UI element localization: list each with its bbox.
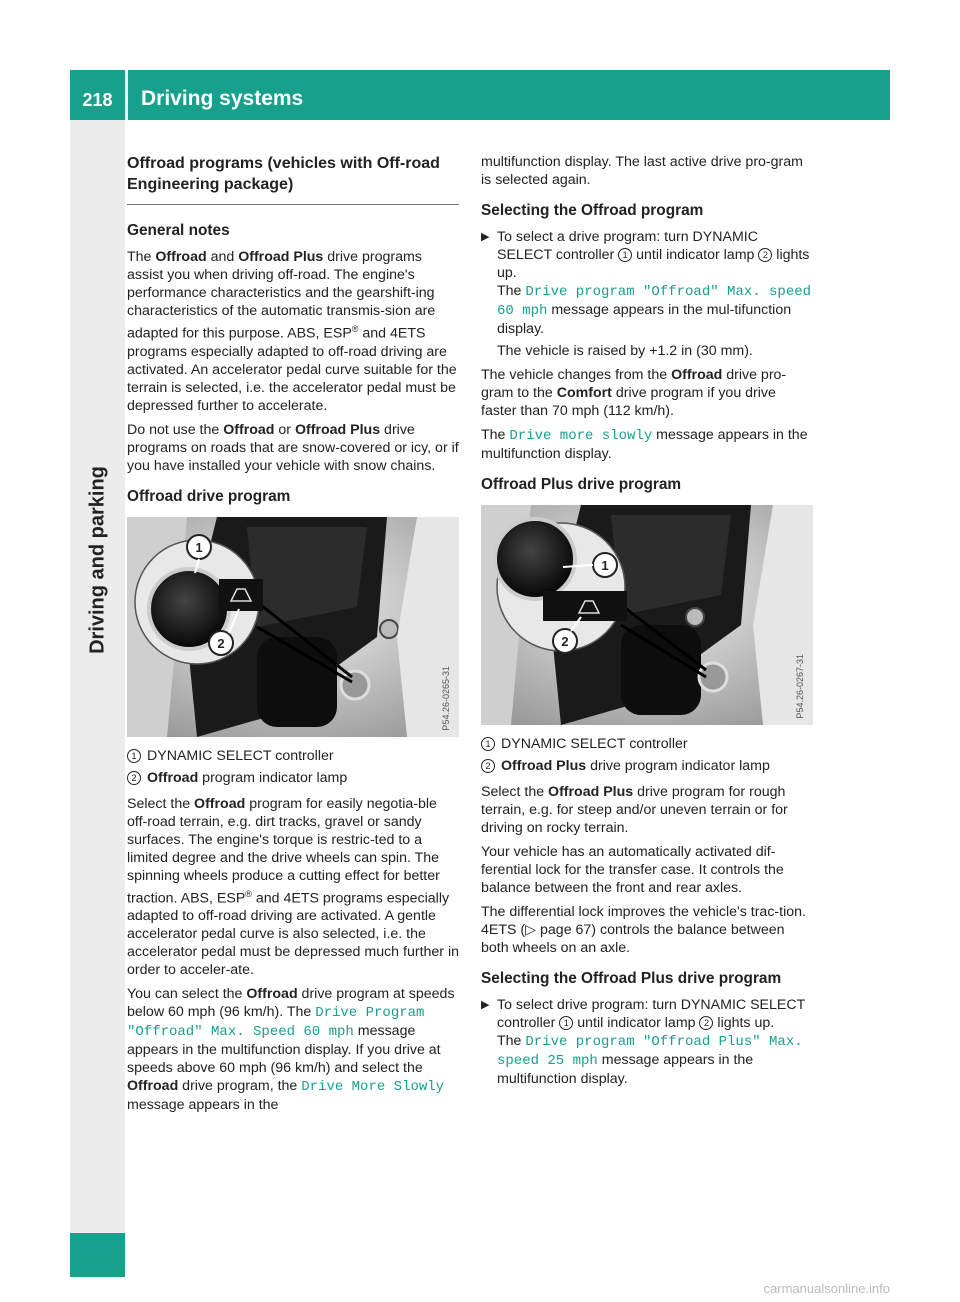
offroad-plus-heading: Offroad Plus drive program bbox=[481, 476, 682, 493]
legend-item: 1 DYNAMIC SELECT controller bbox=[481, 735, 813, 753]
section-title: Driving systems bbox=[141, 87, 304, 110]
svg-text:1: 1 bbox=[601, 558, 609, 573]
figure-id: P54.26-0267-31 bbox=[795, 654, 805, 719]
chapter-label: Driving and parking bbox=[86, 466, 109, 654]
offroad-description: Select the Offroad program for easily negotia-ble off-road terrain, e.g. dirt tracks, gravel or sandy surfaces. The engine's torque is restric-ted to a limited degree and the drive wheels can spin. The spinning wheels produce a cutting effect for better traction. ABS, ESP® and 4ETS programs especially adapted to off-road driving are activated. A gentle accelerator pedal curve is also selected, i.e. the accelerator pedal must be depressed much further in order to acceler-ate. bbox=[127, 795, 460, 979]
offroad-speed-paragraph: You can select the Offroad drive program at speeds below 60 mph (96 km/h). The Drive Program "Offroad" Max. Speed 60 mph message appears in the multifunction display. If you drive at speeds above 60 mph (96 km/h) and select the Offroad drive program, the Drive More Slowly message appears in the bbox=[127, 986, 455, 1114]
footer-watermark: carmanualsonline.info bbox=[763, 1281, 890, 1296]
offroad-controller-photo bbox=[127, 517, 459, 737]
svg-text:2: 2 bbox=[561, 634, 569, 649]
continuation-paragraph: multifunction display. The last active drive pro-gram is selected again. bbox=[481, 154, 803, 188]
header-divider bbox=[125, 70, 128, 120]
console-illustration-plus bbox=[481, 505, 813, 725]
differential-lock-paragraph: Your vehicle has an automatically activated dif-ferential lock for the transfer case. It controls the balance between the front and rear axles. bbox=[481, 844, 784, 896]
page-heading: Offroad programs (vehicles with Off-road Engineering package) bbox=[127, 153, 459, 205]
step-arrow-icon: ▶ bbox=[481, 999, 490, 1011]
offroad-program-heading: Offroad drive program bbox=[127, 487, 291, 505]
svg-text:2: 2 bbox=[217, 635, 225, 651]
instruction-step: ▶ To select drive program: turn DYNAMIC SELECT controller 1 until indicator lamp 2 lights up. The Drive program "Offroad Plus" Max. speed 25 mph message appears in the multifunction display. bbox=[481, 997, 806, 1087]
left-column bbox=[127, 153, 459, 1120]
traction-paragraph: The differential lock improves the vehicle's trac-tion. 4ETS (▷ page 67) controls the balance between both wheels on an axle. bbox=[481, 904, 806, 956]
legend-item: 2 Offroad program indicator lamp bbox=[127, 769, 459, 787]
right-column bbox=[481, 153, 813, 1094]
warning-paragraph: Do not use the Offroad or Offroad Plus drive programs on roads that are snow-covered or icy, or if you have installed your vehicle with snow chains. bbox=[127, 421, 459, 474]
instruction-step: ▶ To select a drive program: turn DYNAMIC SELECT controller 1 until indicator lamp 2 lights up. The Drive program "Offroad" Max. speed 60 mph message appears in the mul-tifunction display. The vehicle is raised by +1.2 in (30 mm). bbox=[481, 229, 812, 359]
step-arrow-icon: ▶ bbox=[481, 231, 490, 243]
legend-item: 1 DYNAMIC SELECT controller bbox=[127, 747, 459, 765]
page-reference-arrow-icon: ▷ bbox=[525, 922, 537, 938]
general-notes-heading: General notes bbox=[127, 222, 230, 239]
comfort-change-paragraph: The vehicle changes from the Offroad drive pro-gram to the Comfort drive program if you drive faster than 70 mph (112 km/h). bbox=[481, 367, 787, 419]
console-illustration bbox=[127, 517, 459, 737]
select-offroad-heading: Selecting the Offroad program bbox=[481, 202, 704, 219]
chapter-marker bbox=[70, 1233, 125, 1277]
slowly-message-paragraph: The Drive more slowly message appears in the multifunction display. bbox=[481, 427, 808, 462]
offroad-plus-controller-photo bbox=[481, 505, 813, 725]
page-number: 218 bbox=[82, 90, 113, 110]
svg-text:1: 1 bbox=[195, 539, 203, 555]
select-offroad-plus-heading: Selecting the Offroad Plus drive program bbox=[481, 970, 782, 987]
general-notes-paragraph: The Offroad and Offroad Plus drive programs assist you when driving off-road. The engine's performance characteristics and the gearshift-ing characteristics of the automatic transmis-sion are adapted for this purpose. ABS, ESP® and 4ETS programs especially adapted to off-road driving are activated. An accelerator pedal curve suitable for the terrain is selected, i.e. the accelerator pedal must be depressed further to accelerate. bbox=[127, 249, 457, 414]
figure-id: P54.26-0265-31 bbox=[441, 666, 451, 731]
offroad-plus-description: Select the Offroad Plus drive program for rough terrain, e.g. for steep and/or uneven terrain or for driving on rocky terrain. bbox=[481, 784, 788, 836]
legend-item: 2 Offroad Plus drive program indicator lamp bbox=[481, 757, 813, 775]
